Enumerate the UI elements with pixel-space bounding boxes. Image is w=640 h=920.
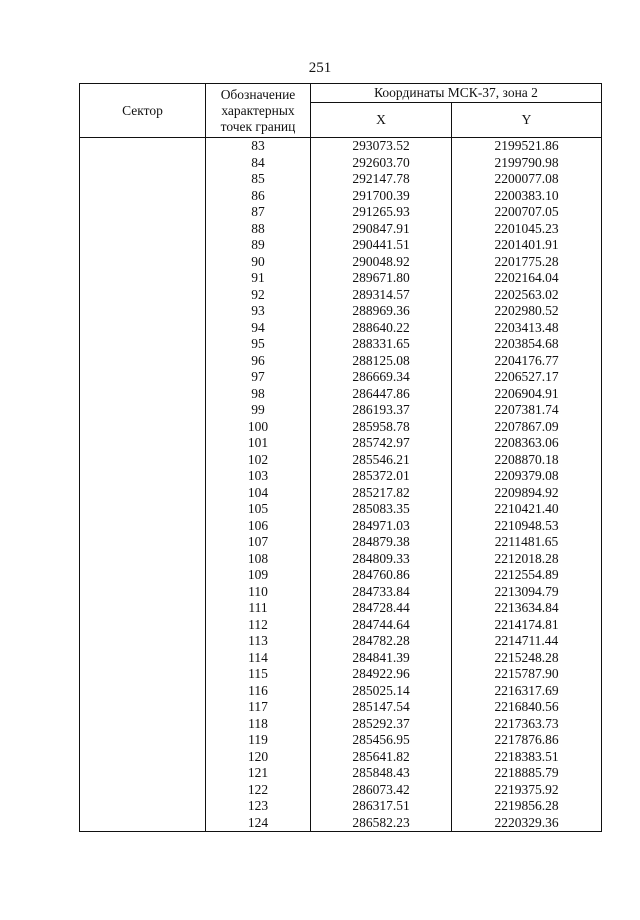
header-sector: Сектор <box>80 84 206 138</box>
table-row <box>80 617 602 634</box>
cell-point: 96 <box>206 353 311 370</box>
cell-point: 112 <box>206 617 311 634</box>
cell-sector <box>80 716 206 733</box>
cell-y: 2200707.05 <box>452 204 602 221</box>
table-row <box>80 254 602 271</box>
cell-y: 2215248.28 <box>452 650 602 667</box>
cell-point: 99 <box>206 402 311 419</box>
cell-point: 116 <box>206 683 311 700</box>
cell-point: 118 <box>206 716 311 733</box>
cell-x: 285546.21 <box>311 452 452 469</box>
cell-sector <box>80 353 206 370</box>
cell-sector <box>80 666 206 683</box>
cell-x: 284782.28 <box>311 633 452 650</box>
cell-x: 284841.39 <box>311 650 452 667</box>
cell-x: 285217.82 <box>311 485 452 502</box>
cell-x: 286447.86 <box>311 386 452 403</box>
cell-point: 113 <box>206 633 311 650</box>
cell-x: 284922.96 <box>311 666 452 683</box>
cell-x: 284809.33 <box>311 551 452 568</box>
page-number: 251 <box>308 60 332 76</box>
cell-point: 86 <box>206 188 311 205</box>
cell-sector <box>80 765 206 782</box>
cell-sector <box>80 336 206 353</box>
table-row <box>80 501 602 518</box>
cell-y: 2217363.73 <box>452 716 602 733</box>
cell-point: 124 <box>206 815 311 832</box>
cell-y: 2200077.08 <box>452 171 602 188</box>
cell-sector <box>80 435 206 452</box>
cell-point: 100 <box>206 419 311 436</box>
cell-x: 290847.91 <box>311 221 452 238</box>
table-row <box>80 452 602 469</box>
cell-sector <box>80 287 206 304</box>
cell-point: 110 <box>206 584 311 601</box>
table-row <box>80 468 602 485</box>
cell-x: 284971.03 <box>311 518 452 535</box>
cell-point: 84 <box>206 155 311 172</box>
table-row <box>80 567 602 584</box>
cell-sector <box>80 320 206 337</box>
table-row <box>80 303 602 320</box>
cell-x: 286582.23 <box>311 815 452 832</box>
cell-y: 2212018.28 <box>452 551 602 568</box>
table-row <box>80 270 602 287</box>
cell-point: 111 <box>206 600 311 617</box>
table-row <box>80 518 602 535</box>
cell-y: 2201401.91 <box>452 237 602 254</box>
cell-sector <box>80 254 206 271</box>
table-row <box>80 782 602 799</box>
cell-point: 97 <box>206 369 311 386</box>
table-row <box>80 666 602 683</box>
cell-x: 285292.37 <box>311 716 452 733</box>
table-row <box>80 221 602 238</box>
cell-point: 103 <box>206 468 311 485</box>
cell-x: 285147.54 <box>311 699 452 716</box>
cell-sector <box>80 534 206 551</box>
table-row <box>80 435 602 452</box>
table-row <box>80 353 602 370</box>
table-row <box>80 386 602 403</box>
cell-point: 105 <box>206 501 311 518</box>
cell-sector <box>80 749 206 766</box>
cell-sector <box>80 782 206 799</box>
cell-x: 291265.93 <box>311 204 452 221</box>
cell-sector <box>80 683 206 700</box>
cell-x: 288640.22 <box>311 320 452 337</box>
cell-x: 285641.82 <box>311 749 452 766</box>
cell-x: 285083.35 <box>311 501 452 518</box>
cell-y: 2207381.74 <box>452 402 602 419</box>
cell-y: 2206527.17 <box>452 369 602 386</box>
table-row <box>80 749 602 766</box>
cell-sector <box>80 204 206 221</box>
cell-sector <box>80 567 206 584</box>
cell-y: 2214711.44 <box>452 633 602 650</box>
table-body <box>80 138 602 832</box>
cell-x: 285456.95 <box>311 732 452 749</box>
cell-point: 92 <box>206 287 311 304</box>
table-row <box>80 237 602 254</box>
table-header <box>80 84 602 138</box>
cell-sector <box>80 584 206 601</box>
cell-sector <box>80 270 206 287</box>
coordinates-table <box>79 83 602 832</box>
table-row <box>80 402 602 419</box>
table-row <box>80 699 602 716</box>
cell-y: 2208363.06 <box>452 435 602 452</box>
header-coordinates: Координаты МСК-37, зона 2 <box>311 84 602 103</box>
cell-y: 2219375.92 <box>452 782 602 799</box>
cell-point: 89 <box>206 237 311 254</box>
cell-y: 2218383.51 <box>452 749 602 766</box>
cell-point: 107 <box>206 534 311 551</box>
cell-x: 284733.84 <box>311 584 452 601</box>
table-row <box>80 633 602 650</box>
table-row <box>80 650 602 667</box>
header-point: Обозначение характерных точек границ <box>206 84 311 138</box>
cell-point: 121 <box>206 765 311 782</box>
cell-y: 2213634.84 <box>452 600 602 617</box>
cell-y: 2206904.91 <box>452 386 602 403</box>
cell-y: 2202563.02 <box>452 287 602 304</box>
cell-y: 2202980.52 <box>452 303 602 320</box>
cell-y: 2216840.56 <box>452 699 602 716</box>
table-row <box>80 320 602 337</box>
cell-x: 290048.92 <box>311 254 452 271</box>
cell-x: 284879.38 <box>311 534 452 551</box>
cell-sector <box>80 650 206 667</box>
cell-y: 2211481.65 <box>452 534 602 551</box>
cell-sector <box>80 155 206 172</box>
cell-x: 290441.51 <box>311 237 452 254</box>
cell-point: 114 <box>206 650 311 667</box>
cell-point: 120 <box>206 749 311 766</box>
cell-x: 289671.80 <box>311 270 452 287</box>
cell-point: 106 <box>206 518 311 535</box>
cell-point: 101 <box>206 435 311 452</box>
cell-point: 123 <box>206 798 311 815</box>
cell-sector <box>80 699 206 716</box>
cell-x: 286073.42 <box>311 782 452 799</box>
cell-y: 2209894.92 <box>452 485 602 502</box>
cell-x: 286669.34 <box>311 369 452 386</box>
cell-point: 88 <box>206 221 311 238</box>
table-row <box>80 551 602 568</box>
cell-y: 2216317.69 <box>452 683 602 700</box>
cell-sector <box>80 501 206 518</box>
cell-sector <box>80 402 206 419</box>
table-row <box>80 171 602 188</box>
cell-y: 2218885.79 <box>452 765 602 782</box>
table-row <box>80 765 602 782</box>
cell-point: 104 <box>206 485 311 502</box>
cell-point: 95 <box>206 336 311 353</box>
cell-sector <box>80 732 206 749</box>
cell-y: 2199790.98 <box>452 155 602 172</box>
cell-sector <box>80 369 206 386</box>
table-row <box>80 369 602 386</box>
cell-y: 2203413.48 <box>452 320 602 337</box>
cell-y: 2219856.28 <box>452 798 602 815</box>
cell-point: 91 <box>206 270 311 287</box>
cell-sector <box>80 798 206 815</box>
table-row <box>80 732 602 749</box>
cell-x: 292603.70 <box>311 155 452 172</box>
header-x: X <box>311 103 452 138</box>
table-row <box>80 600 602 617</box>
cell-point: 117 <box>206 699 311 716</box>
cell-x: 284760.86 <box>311 567 452 584</box>
cell-sector <box>80 419 206 436</box>
cell-y: 2204176.77 <box>452 353 602 370</box>
cell-y: 2214174.81 <box>452 617 602 634</box>
cell-sector <box>80 485 206 502</box>
cell-point: 102 <box>206 452 311 469</box>
cell-sector <box>80 600 206 617</box>
table-row <box>80 287 602 304</box>
table-row <box>80 485 602 502</box>
cell-point: 119 <box>206 732 311 749</box>
cell-y: 2210421.40 <box>452 501 602 518</box>
cell-x: 293073.52 <box>311 138 452 155</box>
cell-y: 2203854.68 <box>452 336 602 353</box>
table-row <box>80 188 602 205</box>
cell-y: 2212554.89 <box>452 567 602 584</box>
cell-y: 2199521.86 <box>452 138 602 155</box>
cell-y: 2210948.53 <box>452 518 602 535</box>
cell-x: 288125.08 <box>311 353 452 370</box>
cell-sector <box>80 138 206 155</box>
table-row <box>80 683 602 700</box>
cell-sector <box>80 617 206 634</box>
cell-point: 85 <box>206 171 311 188</box>
cell-sector <box>80 237 206 254</box>
cell-x: 288331.65 <box>311 336 452 353</box>
cell-y: 2213094.79 <box>452 584 602 601</box>
cell-y: 2215787.90 <box>452 666 602 683</box>
cell-x: 288969.36 <box>311 303 452 320</box>
cell-y: 2202164.04 <box>452 270 602 287</box>
table-row <box>80 815 602 832</box>
cell-x: 285025.14 <box>311 683 452 700</box>
cell-sector <box>80 815 206 832</box>
table-row <box>80 584 602 601</box>
cell-sector <box>80 468 206 485</box>
cell-point: 98 <box>206 386 311 403</box>
cell-point: 83 <box>206 138 311 155</box>
cell-x: 284728.44 <box>311 600 452 617</box>
cell-y: 2217876.86 <box>452 732 602 749</box>
cell-sector <box>80 188 206 205</box>
cell-point: 122 <box>206 782 311 799</box>
cell-point: 87 <box>206 204 311 221</box>
cell-point: 94 <box>206 320 311 337</box>
cell-point: 115 <box>206 666 311 683</box>
cell-sector <box>80 633 206 650</box>
cell-sector <box>80 452 206 469</box>
cell-y: 2208870.18 <box>452 452 602 469</box>
table-row <box>80 155 602 172</box>
table-row <box>80 716 602 733</box>
table-row <box>80 336 602 353</box>
cell-point: 108 <box>206 551 311 568</box>
cell-sector <box>80 171 206 188</box>
cell-point: 93 <box>206 303 311 320</box>
cell-y: 2207867.09 <box>452 419 602 436</box>
table-row <box>80 419 602 436</box>
cell-sector <box>80 221 206 238</box>
table-row <box>80 204 602 221</box>
cell-x: 285958.78 <box>311 419 452 436</box>
table-row <box>80 138 602 155</box>
cell-y: 2200383.10 <box>452 188 602 205</box>
cell-sector <box>80 303 206 320</box>
table-row <box>80 534 602 551</box>
cell-x: 292147.78 <box>311 171 452 188</box>
cell-x: 285372.01 <box>311 468 452 485</box>
cell-x: 291700.39 <box>311 188 452 205</box>
cell-x: 286193.37 <box>311 402 452 419</box>
cell-point: 90 <box>206 254 311 271</box>
cell-y: 2209379.08 <box>452 468 602 485</box>
cell-sector <box>80 386 206 403</box>
cell-y: 2220329.36 <box>452 815 602 832</box>
table-row <box>80 798 602 815</box>
cell-sector <box>80 551 206 568</box>
cell-x: 285848.43 <box>311 765 452 782</box>
cell-y: 2201045.23 <box>452 221 602 238</box>
cell-sector <box>80 518 206 535</box>
cell-x: 289314.57 <box>311 287 452 304</box>
cell-x: 285742.97 <box>311 435 452 452</box>
cell-x: 286317.51 <box>311 798 452 815</box>
cell-y: 2201775.28 <box>452 254 602 271</box>
cell-point: 109 <box>206 567 311 584</box>
cell-x: 284744.64 <box>311 617 452 634</box>
header-y: Y <box>452 103 602 138</box>
